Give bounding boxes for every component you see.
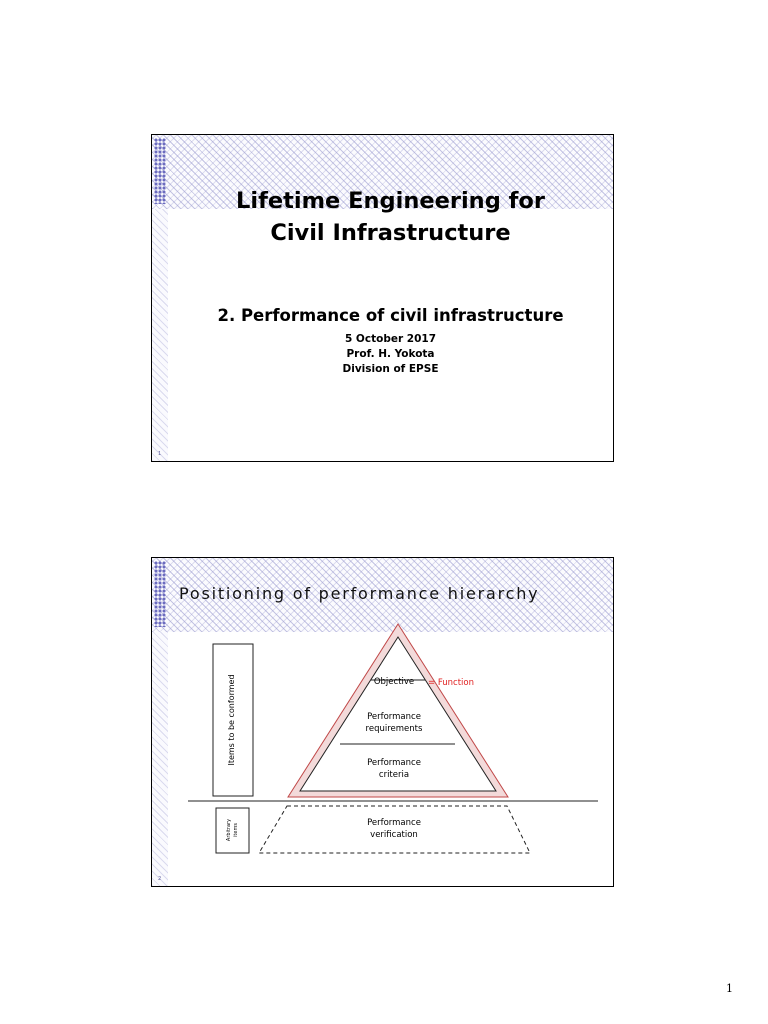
slide-title <box>168 185 613 249</box>
presenter-name: Prof. H. Yokota <box>346 348 435 360</box>
criteria-label-2: criteria <box>378 770 410 780</box>
items-conformed-label: Items to be conformed <box>227 674 236 766</box>
slide-2 <box>151 557 614 887</box>
slide-title: Positioning of performance hierarchy <box>179 584 540 603</box>
slide-1 <box>151 134 614 462</box>
requirements-label-1: Performance <box>367 712 421 722</box>
verification-label-2: verification <box>370 830 418 840</box>
presentation-info <box>168 332 613 377</box>
slide-number: 2 <box>158 876 162 882</box>
decorative-dot-column <box>154 138 166 204</box>
division-name: Division of EPSE <box>342 363 439 375</box>
slide-subtitle: 2. Performance of civil infrastructure <box>217 306 564 325</box>
arbitrary-items-label-1: Arbitrary <box>226 818 232 842</box>
function-label: = Function <box>428 678 474 688</box>
performance-hierarchy-diagram <box>152 558 614 887</box>
verification-label-1: Performance <box>367 818 421 828</box>
criteria-label-1: Performance <box>367 758 421 768</box>
title-line-2: Civil Infrastructure <box>270 220 511 246</box>
objective-label: Objective <box>373 677 415 687</box>
title-line-1: Lifetime Engineering for <box>236 188 545 214</box>
requirements-label-2: requirements <box>365 724 423 734</box>
slide-number: 1 <box>158 451 162 457</box>
page-number: 1 <box>726 982 733 995</box>
arbitrary-items-label-2: items <box>233 823 239 837</box>
presentation-date: 5 October 2017 <box>344 333 437 345</box>
